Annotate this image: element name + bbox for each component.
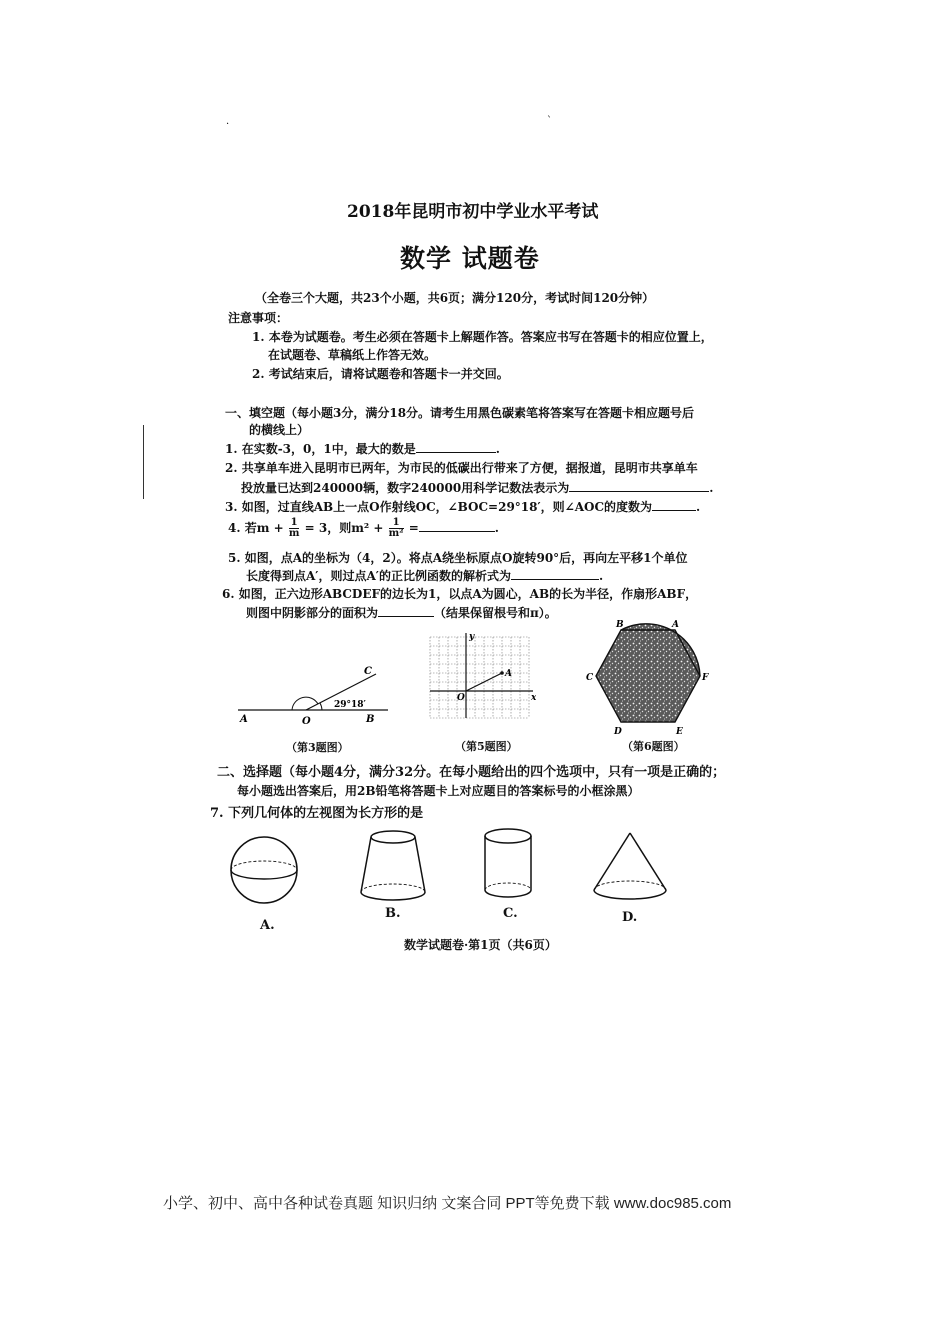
fraction-1-over-m-squared — [389, 518, 404, 539]
answer-blank — [569, 479, 709, 492]
grid — [430, 637, 529, 718]
option-b-frustum — [356, 828, 430, 904]
question-5: 5. 如图，点A的坐标为（4，2）。将点A绕坐标原点O旋转90°后，再向左平移1个单位 — [228, 551, 688, 565]
label-B: B — [616, 620, 624, 630]
label-O: O — [457, 693, 465, 703]
label-B: B — [366, 714, 375, 725]
question-4: 4. 若m + $\frac{1}{m}$ = 3，则m² + $\frac{1}{\text{m²}}$ = . — [228, 517, 499, 539]
download-watermark: 小学、初中、高中各种试卷真题 知识归纳 文案合同 PPT等免费下载 www.doc985.com — [163, 1195, 732, 1212]
section1-heading-cont: 的横线上） — [249, 423, 310, 437]
figure-5-caption: （第5题图） — [455, 740, 518, 753]
exam-info: （全卷三个大题，共23个小题，共6页；满分120分，考试时间120分钟） — [255, 291, 655, 305]
scan-speck: ` — [547, 116, 552, 127]
answer-blank — [416, 440, 496, 453]
question-7: 7. 下列几何体的左视图为长方形的是 — [210, 806, 424, 821]
exam-title: 2018年昆明市初中学业水平考试 — [347, 202, 599, 222]
label-A: A — [240, 714, 248, 725]
angle-arc-AOC — [292, 697, 318, 710]
option-c-label: C. — [503, 906, 518, 921]
fraction-numerator: 1 — [290, 517, 298, 528]
question-4-text-b: = 3，则m² + — [304, 521, 384, 535]
fraction-denominator: m — [288, 528, 300, 539]
label-C: C — [364, 666, 372, 677]
option-a-label: A. — [260, 918, 275, 933]
option-d-label: D. — [622, 910, 638, 925]
question-1-text: 1. 在实数-3，0，1中，最大的数是 — [225, 442, 416, 456]
figure-5 — [424, 631, 536, 733]
figure-3-caption: （第3题图） — [286, 741, 349, 754]
option-a-sphere — [227, 832, 301, 908]
label-C: C — [586, 673, 594, 683]
answer-blank — [419, 519, 495, 532]
answer-blank — [652, 498, 696, 511]
question-6-cont — [246, 604, 557, 622]
label-x: x — [531, 693, 536, 703]
notes-item-1-cont: 在试题卷、草稿纸上作答无效。 — [268, 348, 437, 362]
question-4-text-c: = — [408, 521, 419, 535]
answer-blank — [511, 567, 599, 580]
label-D: D — [614, 727, 622, 737]
question-3: 3. 如图，过直线AB上一点O作射线OC，∠BOC=29°18′，则∠AOC的度数为 . — [225, 500, 701, 514]
section2-heading: 二、选择题（每小题4分，满分32分。在每小题给出的四个选项中，只有一项是正确的； — [217, 765, 726, 780]
shaded-region — [596, 624, 700, 722]
option-d-cone — [588, 830, 672, 906]
answer-blank — [378, 604, 434, 617]
figure-6 — [584, 618, 714, 740]
label-O: O — [302, 716, 311, 727]
question-6-text-b: （结果保留根号和π）。 — [434, 606, 557, 620]
label-F: F — [702, 673, 709, 683]
question-6: 6. 如图，正六边形ABCDEF的边长为1，以点A为圆心，AB的长为半径，作扇形ABF， — [222, 587, 698, 601]
label-E: E — [676, 727, 683, 737]
point-A — [500, 671, 504, 675]
question-2-text: 投放量已达到240000辆，数字240000用科学记数法表示为 — [241, 481, 570, 495]
question-2: 2. 共享单车进入昆明市已两年，为市民的低碳出行带来了方便，据报道，昆明市共享单车 — [225, 461, 698, 475]
notes-item-1: 1. 本卷为试题卷。考生必须在答题卡上解题作答。答案应书写在答题卡的相应位置上， — [252, 330, 713, 344]
page-number: 数学试题卷·第1页（共6页） — [404, 938, 557, 952]
notes-item-2: 2. 考试结束后，请将试题卷和答题卡一并交回。 — [252, 367, 509, 381]
fraction-1-over-m — [289, 518, 300, 539]
figure-3 — [236, 662, 396, 728]
section2-heading-cont: 每小题选出答案后，用2B铅笔将答题卡上对应题目的答案标号的小框涂黑） — [237, 784, 640, 798]
scan-speck: · — [226, 119, 230, 130]
scan-margin-line — [143, 425, 144, 499]
exam-subtitle: 数学 试题卷 — [400, 244, 540, 273]
option-c-cylinder — [478, 826, 538, 902]
question-6-text-a: 则图中阴影部分的面积为 — [246, 606, 379, 620]
angle-arc-BOC — [320, 703, 322, 710]
question-2-cont: 投放量已达到240000辆，数字240000用科学记数法表示为 . — [241, 481, 714, 495]
label-A: A — [672, 620, 679, 630]
section1-heading: 一、填空题（每小题3分，满分18分。请考生用黑色碳素笔将答案写在答题卡相应题号后 — [225, 406, 695, 420]
fraction-denominator: m² — [388, 528, 404, 539]
label-A: A — [505, 669, 512, 679]
question-5-cont: 长度得到点A′，则过点A′的正比例函数的解析式为 . — [246, 569, 604, 583]
question-5-text: 长度得到点A′，则过点A′的正比例函数的解析式为 — [246, 569, 511, 583]
question-4-text-a: 4. 若m + — [228, 521, 284, 535]
question-3-text: 3. 如图，过直线AB上一点O作射线OC，∠BOC=29°18′，则∠AOC的度数为 — [225, 500, 653, 514]
option-b-label: B. — [385, 906, 401, 921]
question-1: 1. 在实数-3，0，1中，最大的数是 . — [225, 442, 500, 456]
notes-heading: 注意事项： — [228, 311, 289, 325]
fraction-numerator: 1 — [389, 518, 404, 529]
label-y: y — [469, 632, 475, 642]
figure-6-caption: （第6题图） — [622, 740, 685, 753]
angle-label: 29°18′ — [334, 700, 366, 710]
